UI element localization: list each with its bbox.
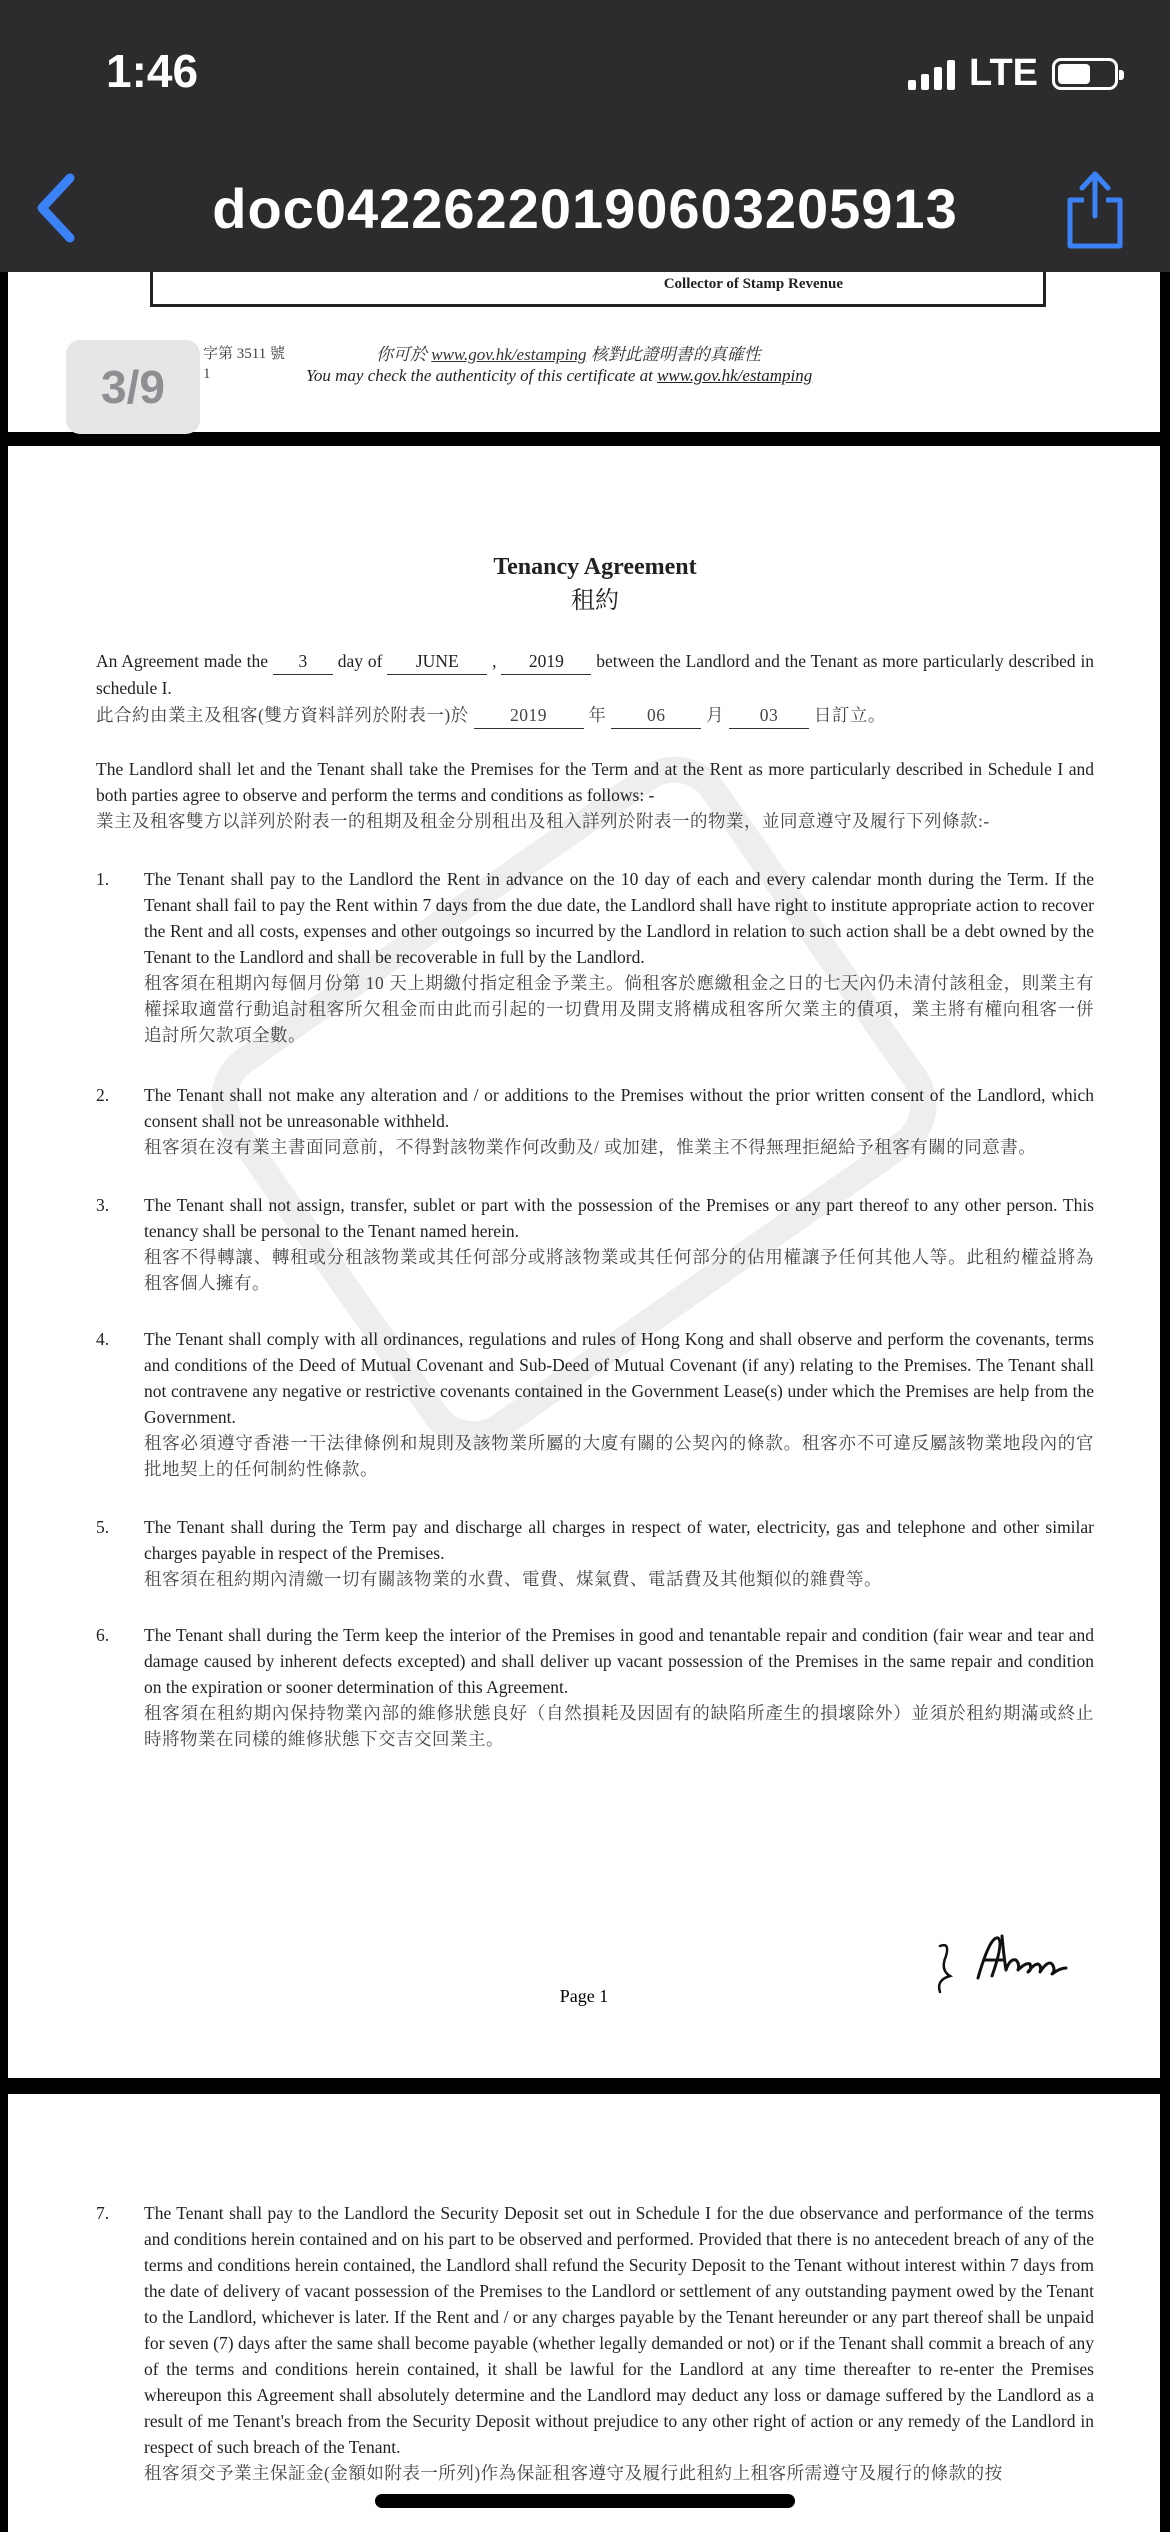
status-indicators	[908, 52, 1118, 95]
clause-number: 2.	[96, 1085, 110, 1105]
clause-4	[96, 1326, 1094, 1482]
signal-icon	[908, 58, 955, 90]
day-field: 3	[273, 648, 333, 675]
month-field: JUNE	[387, 648, 487, 675]
clause-cn: 租客必須遵守香港一干法律條例和規則及該物業所屬的大廈有關的公契內的條款。租客亦不可違反屬該物業地段內的官批地契上的任何制約性條款。	[144, 1433, 1094, 1479]
cert-number: 字第 3511 號	[203, 346, 285, 362]
clause-number: 7.	[96, 2203, 110, 2223]
navigation-bar	[0, 150, 1170, 272]
verify-cn-link: www.gov.hk/estamping	[431, 345, 587, 364]
clause-cn: 租客須在沒有業主書面同意前，不得對該物業作何改動及/ 或加建，惟業主不得無理拒絕給予租客有關的同意書。	[144, 1137, 1037, 1157]
cn-month-field: 06	[611, 702, 701, 729]
clause-number: 6.	[96, 1625, 110, 1645]
clause-en: The Tenant shall during the Term pay and discharge all charges in respect of water, electricity, gas and telephone and other similar charges payable in respect of the Premises.	[144, 1517, 1094, 1563]
verify-cn-suffix: 核對此證明書的真確性	[590, 345, 761, 364]
verify-en-prefix: You may check the authenticity of this certificate at	[306, 366, 653, 385]
cn-day-field: 03	[729, 702, 809, 729]
stamp-box-border	[150, 272, 1046, 307]
verify-en-link: www.gov.hk/estamping	[657, 366, 813, 385]
share-icon[interactable]	[1060, 164, 1130, 254]
clause-number: 1.	[96, 869, 110, 889]
document-title: doc04226220190603205913	[212, 177, 958, 240]
verify-cn	[376, 340, 761, 365]
clause-7	[96, 2200, 1094, 2486]
clause-number: 4.	[96, 1329, 110, 1349]
document-page-current[interactable]	[8, 446, 1160, 2078]
clause-en: The Tenant shall not assign, transfer, sublet or part with the possession of the Premises or any part thereof to any other person. This tenancy shall be personal to the Tenant named herein.	[144, 1195, 1094, 1241]
clause-number: 5.	[96, 1517, 110, 1537]
agreement-title: Tenancy Agreement	[493, 554, 697, 580]
clause-en: The Tenant shall comply with all ordinances, regulations and rules of Hong Kong and shall observe and perform the covenants, terms and conditions of the Deed of Mutual Covenant and Sub-Deed of Mutual Covenant (if any) relating to the Premises. The Tenant shall not contravene any negative or restrictive covenants contained in the Government Lease(s) under which the Premises are help from the Government.	[144, 1329, 1094, 1427]
clause-cn: 租客須交予業主保証金(金額如附表一所列)作為保証租客遵守及履行此租約上租客所需遵守及履行的條款的按	[144, 2463, 1003, 2483]
clause-cn: 租客須在租約期內清繳一切有關該物業的水費、電費、煤氣費、電話費及其他類似的雜費等。	[144, 1569, 882, 1589]
clause-en: The Tenant shall pay to the Landlord the Security Deposit set out in Schedule I for the due observance and performance of the terms and conditions herein contained and on his part to be observed and performed. Provided that there is no antecedent breach of any of the terms and conditions herein contained, the Landlord shall refund the Security Deposit to the Tenant without interest within 7 days from the date of delivery of vacant possession of the Premises to the Landlord or settlement of any outstanding payment owed by the Tenant to the Landlord, whichever is later. If the Rent and / or any charges payable by the Tenant hereunder or any part thereof shall be unpaid for seven (7) days after the same shall become payable (whether legally demanded or not) or if the Tenant shall commit a breach of any of the terms and conditions herein contained, it shall be lawful for the Landlord at any time thereafter to re-enter the Premises whereupon this Agreement shall absolutely determine and the Landlord may deduct any loss or damage suffered by the Landlord as a result of me Tenant's breach from the Security Deposit without prejudice to any other right of action or any remedy of the Landlord in respect of such breach of the Tenant.	[144, 2203, 1094, 2457]
year-field: 2019	[501, 648, 591, 675]
intro-cn	[96, 702, 1094, 729]
clause-6	[96, 1622, 1094, 1752]
home-indicator[interactable]	[375, 2494, 795, 2508]
clause-en: The Tenant shall during the Term keep the interior of the Premises in good and tenantable repair and condition (fair wear and tear and damage caused by inherent defects excepted) and shall deliver up vacant possession of the Premises in the same repair and condition on the expiration or sooner determination of this Agreement.	[144, 1625, 1094, 1697]
network-label: LTE	[969, 52, 1038, 94]
cn-month-label: 月	[706, 705, 725, 725]
battery-icon	[1052, 58, 1118, 90]
clause-cn: 租客不得轉讓、轉租或分租該物業或其任何部分或將該物業或其任何部分的佔用權讓予任何其他人等。此租約權益將為租客個人擁有。	[144, 1247, 1094, 1293]
intro-en-part3: ,	[492, 651, 497, 671]
intro-en	[96, 648, 1094, 701]
verify-en	[306, 366, 812, 386]
clause-en: The Tenant shall not make any alteration and / or additions to the Premises without the prior written consent of the Landlord, which consent shall not be unreasonable withheld.	[144, 1085, 1094, 1131]
lead-cn: 業主及租客雙方以詳列於附表一的租期及租金分別租出及租入詳列於附表一的物業，並同意遵守及履行下列條款:-	[96, 811, 990, 831]
clause-number: 3.	[96, 1195, 110, 1215]
agreement-subtitle: 租約	[571, 588, 619, 614]
status-time: 1:46	[106, 45, 199, 97]
clause-en: The Tenant shall pay to the Landlord the Rent in advance on the 10 day of each and every calendar month during the Term. If the Tenant shall fail to pay the Rent within 7 days from the due date, the Landlord shall have right to institute appropriate action to recover the Rent and all costs, expenses and other outgoings so incurred by the Landlord in relation to such action shall be a debt owned by the Tenant to the Landlord and shall be recoverable in full by the Landlord.	[144, 869, 1094, 967]
intro-cn-part1: 此合約由業主及租客(雙方資料詳列於附表一)於	[96, 705, 469, 725]
document-page-next[interactable]	[8, 2094, 1160, 2532]
clause-5	[96, 1514, 1094, 1592]
agreement-content	[96, 446, 1094, 2078]
status-bar	[0, 0, 1170, 150]
page-counter-badge: 3/9	[66, 340, 200, 434]
intro-en-part4: between the Landlord and the Tenant as more particularly described in schedule I.	[96, 651, 1095, 698]
clause-3	[96, 1192, 1094, 1296]
clause-1	[96, 866, 1094, 1048]
cn-year-field: 2019	[474, 702, 584, 729]
cn-year-label: 年	[588, 705, 607, 725]
clause-cn: 租客須在租期內每個月份第 10 天上期繳付指定租金予業主。倘租客於應繳租金之日的七天內仍未清付該租金，則業主有權採取適當行動追討租客所欠租金而由此而引起的一切費用及開支將構成租客所欠業主的債項，業主將有權向租客一併追討所欠款項全數。	[144, 973, 1094, 1045]
page-number: Page 1	[559, 1986, 609, 2006]
intro-en-part2: day of	[337, 651, 383, 671]
clause-cn: 租客須在租約期內保持物業內部的維修狀態良好（自然損耗及因固有的缺陷所產生的損壞除外）並須於租約期滿或終止時將物業在同樣的維修狀態下交吉交回業主。	[144, 1703, 1094, 1749]
lead-en: The Landlord shall let and the Tenant shall take the Premises for the Term and at the Rent as more particularly described in Schedule I and both parties agree to observe and perform the terms and conditions as follows: -	[96, 759, 1094, 805]
cert-number-line2: 1	[203, 366, 211, 382]
verify-cn-prefix: 你可於	[376, 345, 427, 364]
cn-day-label: 日訂立。	[813, 705, 886, 725]
stamp-label: Collector of Stamp Revenue	[663, 276, 843, 292]
clause-2	[96, 1082, 1094, 1160]
intro-en-part1: An Agreement made the	[96, 651, 268, 671]
